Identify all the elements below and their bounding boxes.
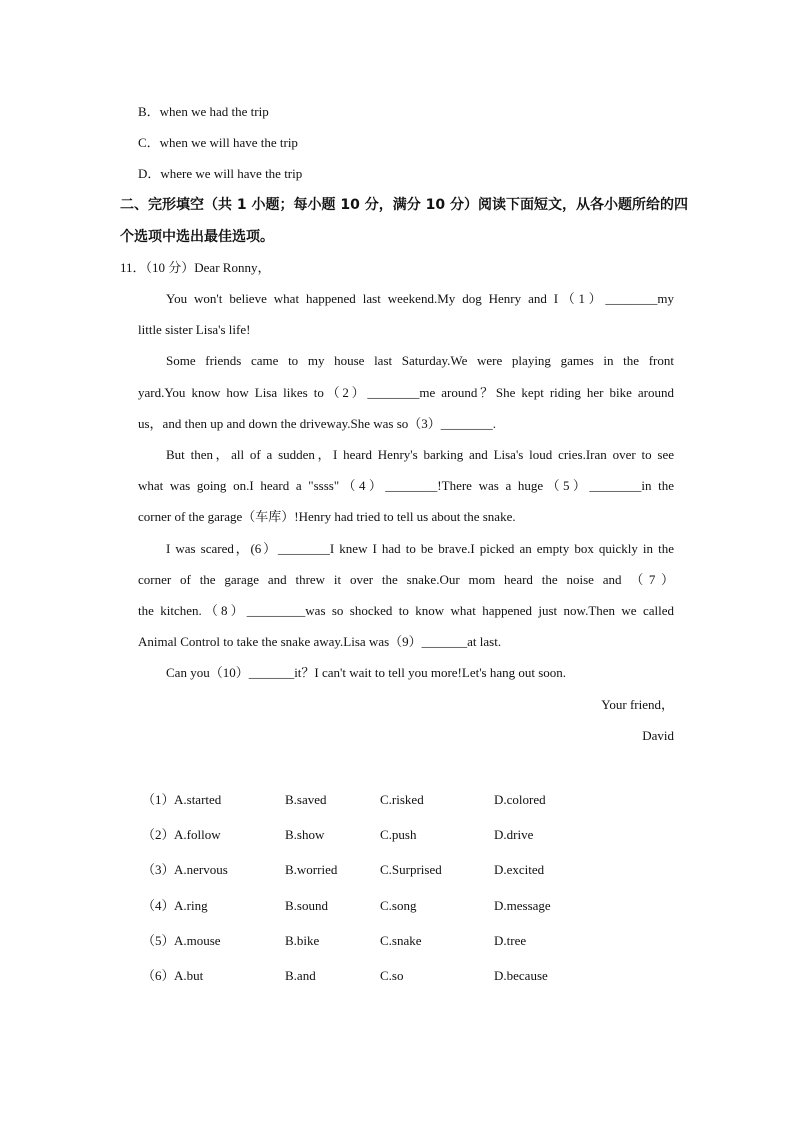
- choice-number: （5）: [142, 933, 175, 948]
- choice-d: D.message: [494, 898, 551, 913]
- passage-line: corner of the garage and threw it over the snake.Our mom heard the noise and （7）: [138, 572, 674, 587]
- question-header: 11．（10 分）Dear Ronny，: [120, 260, 271, 275]
- passage-line: Can you（10）_______it？I can't wait to tell you more!Let's hang out soon.: [166, 665, 567, 680]
- choice-a: A.follow: [174, 827, 221, 842]
- option-b: B．when we had the trip: [138, 104, 269, 119]
- passage-line: I was scared，(6）________I knew I had to be brave.I picked an empty box quickly in the: [166, 541, 674, 556]
- letter-closing: Your friend，: [601, 697, 674, 712]
- passage-line: what was going on.I heard a "ssss"（4）________!There was a huge（5）________in the: [138, 478, 674, 493]
- choice-c: C.risked: [380, 792, 424, 807]
- choice-b: B.show: [285, 827, 325, 842]
- choice-number: （1）: [142, 792, 175, 807]
- passage-line: the kitchen.（8）_________was so shocked to know what happened just now.Then we called: [138, 603, 674, 618]
- passage-line: Some friends came to my house last Saturday.We were playing games in the front: [166, 353, 674, 368]
- choice-number: （6）: [142, 968, 175, 983]
- choice-a: A.started: [174, 792, 222, 807]
- choice-b: B.worried: [285, 862, 338, 877]
- passage-line: corner of the garage（车库）!Henry had tried to tell us about the snake.: [138, 509, 516, 524]
- passage-line: Animal Control to take the snake away.Lisa was（9）_______at last.: [138, 634, 502, 649]
- choice-b: B.saved: [285, 792, 327, 807]
- choice-b: B.sound: [285, 898, 328, 913]
- choice-c: C.so: [380, 968, 404, 983]
- option-c: C．when we will have the trip: [138, 135, 298, 150]
- choice-d: D.excited: [494, 862, 545, 877]
- choice-number: （4）: [142, 898, 175, 913]
- choice-c: C.snake: [380, 933, 422, 948]
- choice-d: D.tree: [494, 933, 527, 948]
- section-heading: 二、完形填空（共 1 小题；每小题 10 分，满分 10 分）阅读下面短文，从各小题所给的四: [120, 197, 688, 213]
- passage-line: yard.You know how Lisa likes to（2）________me around？She kept riding her bike around: [138, 385, 674, 400]
- passage-line: You won't believe what happened last weekend.My dog Henry and I（1）________my: [166, 291, 674, 306]
- choice-b: B.bike: [285, 933, 320, 948]
- choice-c: C.song: [380, 898, 417, 913]
- choice-a: A.mouse: [174, 933, 221, 948]
- option-d: D．where we will have the trip: [138, 166, 303, 181]
- choice-a: A.but: [174, 968, 204, 983]
- passage-line: But then，all of a sudden，I heard Henry's barking and Lisa's loud cries.Iran over to see: [166, 447, 674, 462]
- choice-d: D.drive: [494, 827, 534, 842]
- choice-a: A.ring: [174, 898, 208, 913]
- passage-line: little sister Lisa's life!: [138, 322, 251, 337]
- choice-number: （3）: [142, 862, 175, 877]
- choice-d: D.colored: [494, 792, 546, 807]
- choice-d: D.because: [494, 968, 548, 983]
- choice-number: （2）: [142, 827, 175, 842]
- choice-c: C.push: [380, 827, 417, 842]
- choice-a: A.nervous: [174, 862, 228, 877]
- choice-c: C.Surprised: [380, 862, 442, 877]
- letter-signature: David: [642, 728, 674, 743]
- choice-b: B.and: [285, 968, 316, 983]
- passage-line: us，and then up and down the driveway.She was so（3）________.: [138, 416, 497, 431]
- section-heading-cont: 个选项中选出最佳选项。: [120, 229, 274, 245]
